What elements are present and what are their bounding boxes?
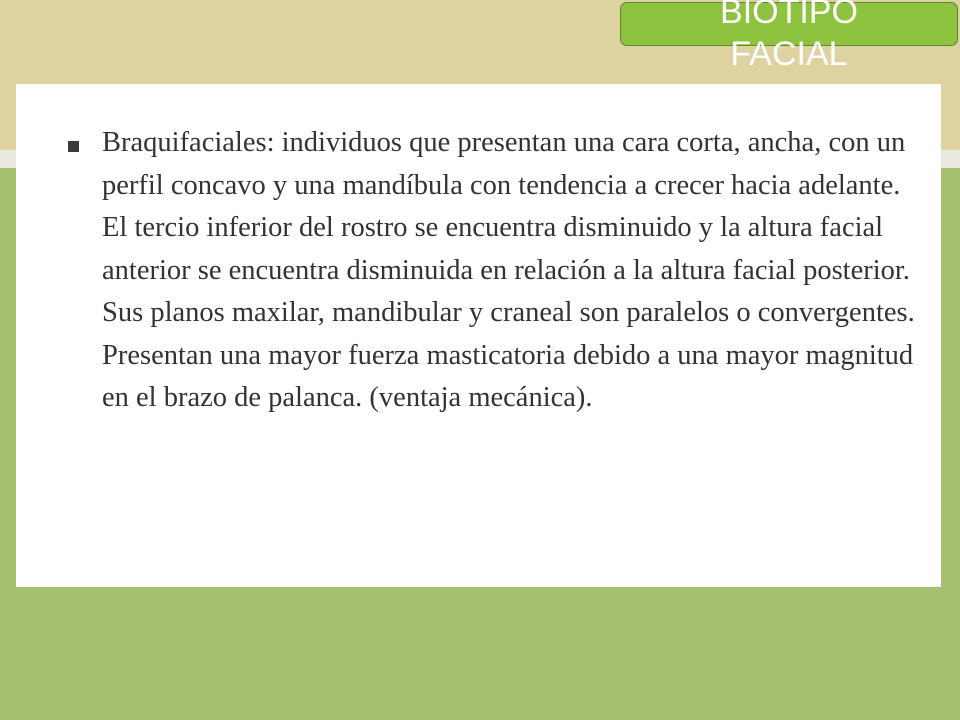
bullet-text: Braquifaciales: individuos que presentan una cara corta, ancha, con un perfil concavo y una mandíbula con tendencia a crecer hacia adelante. El tercio inferior del rostro se encuentra disminuido y la altura facial anterior se encuentra disminuida en relación a la altura facial posterior. Sus planos maxilar, mandibular y craneal son paralelos o convergentes. Presentan una mayor fuerza masticatoria debido a una mayor magnitud en el brazo de palanca. (ventaja mecánica). [102, 127, 915, 413]
slide-title: BIOTIPO FACIAL [720, 0, 858, 73]
content-panel [16, 84, 941, 587]
square-bullet-icon [68, 141, 79, 152]
title-badge [620, 0, 958, 73]
